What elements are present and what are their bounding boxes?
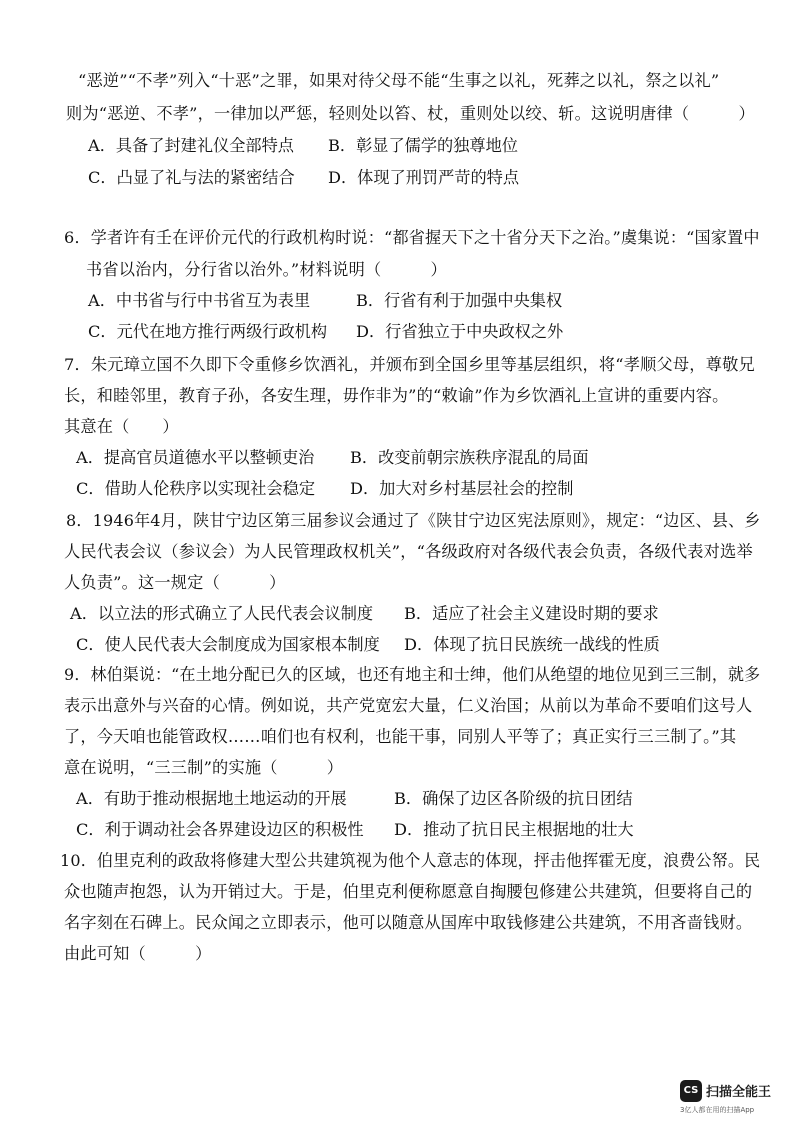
q6-stem-line-2: 书省以治内，分行省以治外。”材料说明（ ） bbox=[86, 260, 447, 279]
q10-stem-line-1: 10．伯里克利的政敌将修建大型公共建筑视为他个人意志的体现，抨击他挥霍无度，浪费公帑。民 bbox=[60, 851, 761, 870]
q5-stem-line-1: “恶逆”“不孝”列入“十恶”之罪，如果对待父母不能“生事之以礼，死葬之以礼，祭之以礼” bbox=[78, 71, 720, 90]
q5-option-b: B．彰显了儒学的独尊地位 bbox=[328, 136, 518, 155]
scanner-watermark bbox=[680, 1076, 780, 1116]
q7-stem-line-2: 长，和睦邻里，教育子孙，各安生理，毋作非为”的“敕谕”作为乡饮酒礼上宣讲的重要内容。 bbox=[64, 386, 729, 405]
q7-option-c: C．借助人伦秩序以实现社会稳定 bbox=[76, 479, 316, 498]
q6-stem-line-1: 6．学者许有壬在评价元代的行政机构时说：“都省握天下之十省分天下之治。”虞集说：“国家置中 bbox=[64, 228, 760, 247]
watermark-app-name: 扫描全能王 bbox=[706, 1085, 772, 1100]
q8-stem-line-1: 8．1946年4月，陕甘宁边区第三届参议会通过了《陕甘宁边区宪法原则》，规定：“边区、县、乡 bbox=[66, 511, 761, 530]
q8-option-b: B．适应了社会主义建设时期的要求 bbox=[404, 604, 659, 623]
q7-stem-line-3: 其意在（ ） bbox=[64, 417, 179, 436]
q7-option-b: B．改变前朝宗族秩序混乱的局面 bbox=[350, 448, 589, 467]
q10-stem-line-4: 由此可知（ ） bbox=[64, 944, 212, 963]
q8-option-a: A．以立法的形式确立了人民代表会议制度 bbox=[70, 604, 374, 623]
q9-option-b: B．确保了边区各阶级的抗日团结 bbox=[394, 789, 633, 808]
q9-option-d: D．推动了抗日民主根据地的壮大 bbox=[394, 820, 634, 839]
q7-option-a: A．提高官员道德水平以整顿吏治 bbox=[76, 448, 315, 467]
q9-option-a: A．有助于推动根据地土地运动的开展 bbox=[76, 789, 347, 808]
q9-stem-line-1: 9．林伯渠说：“在土地分配已久的区域，也还有地主和士绅，他们从绝望的地位见到三三制，就多 bbox=[64, 665, 761, 684]
q8-option-d: D．体现了抗日民族统一战线的性质 bbox=[404, 635, 660, 654]
q5-option-d: D．体现了刑罚严苛的特点 bbox=[328, 168, 520, 187]
q9-stem-line-4: 意在说明，“三三制”的实施（ ） bbox=[64, 758, 344, 777]
q5-option-a: A．具备了封建礼仪全部特点 bbox=[88, 136, 294, 155]
q6-option-b: B．行省有利于加强中央集权 bbox=[356, 291, 563, 310]
q6-option-c: C．元代在地方推行两级行政机构 bbox=[88, 322, 328, 341]
q9-stem-line-2: 表示出意外与兴奋的心情。例如说，共产党宽宏大量，仁义治国；从前以为革命不要咱们这号人 bbox=[64, 696, 753, 715]
q10-stem-line-2: 众也随声抱怨，认为开销过大。于是，伯里克利便称愿意自掏腰包修建公共建筑，但要将自己的 bbox=[64, 882, 753, 901]
q8-stem-line-3: 人负责”。这一规定（ ） bbox=[64, 573, 286, 592]
q5-stem-line-2: 则为“恶逆、不孝”，一律加以严惩，轻则处以笞、杖，重则处以绞、斩。这说明唐律（ ） bbox=[66, 104, 755, 123]
q9-option-c: C．利于调动社会各界建设边区的积极性 bbox=[76, 820, 364, 839]
q8-option-c: C．使人民代表大会制度成为国家根本制度 bbox=[76, 635, 380, 654]
q10-stem-line-3: 名字刻在石碑上。民众闻之立即表示，他可以随意从国库中取钱修建公共建筑，不用吝啬钱财。 bbox=[64, 913, 753, 932]
camscanner-logo-icon: CS bbox=[680, 1080, 702, 1102]
q8-stem-line-2: 人民代表会议（参议会）为人民管理政权机关”，“各级政府对各级代表会负责，各级代表对选举 bbox=[64, 542, 753, 561]
q7-stem-line-1: 7．朱元璋立国不久即下令重修乡饮酒礼，并颁布到全国乡里等基层组织，将“孝顺父母，尊敬兄 bbox=[64, 355, 755, 374]
watermark-tagline: 3亿人都在用的扫描App bbox=[680, 1106, 755, 1114]
q7-option-d: D．加大对乡村基层社会的控制 bbox=[350, 479, 574, 498]
q6-option-a: A．中书省与行中书省互为表里 bbox=[88, 291, 311, 310]
q9-stem-line-3: 了，今天咱也能管政权……咱们也有权利，也能干事，同别人平等了；真正实行三三制了。”其 bbox=[64, 727, 737, 746]
q5-option-c: C．凸显了礼与法的紧密结合 bbox=[88, 168, 295, 187]
q6-option-d: D．行省独立于中央政权之外 bbox=[356, 322, 564, 341]
